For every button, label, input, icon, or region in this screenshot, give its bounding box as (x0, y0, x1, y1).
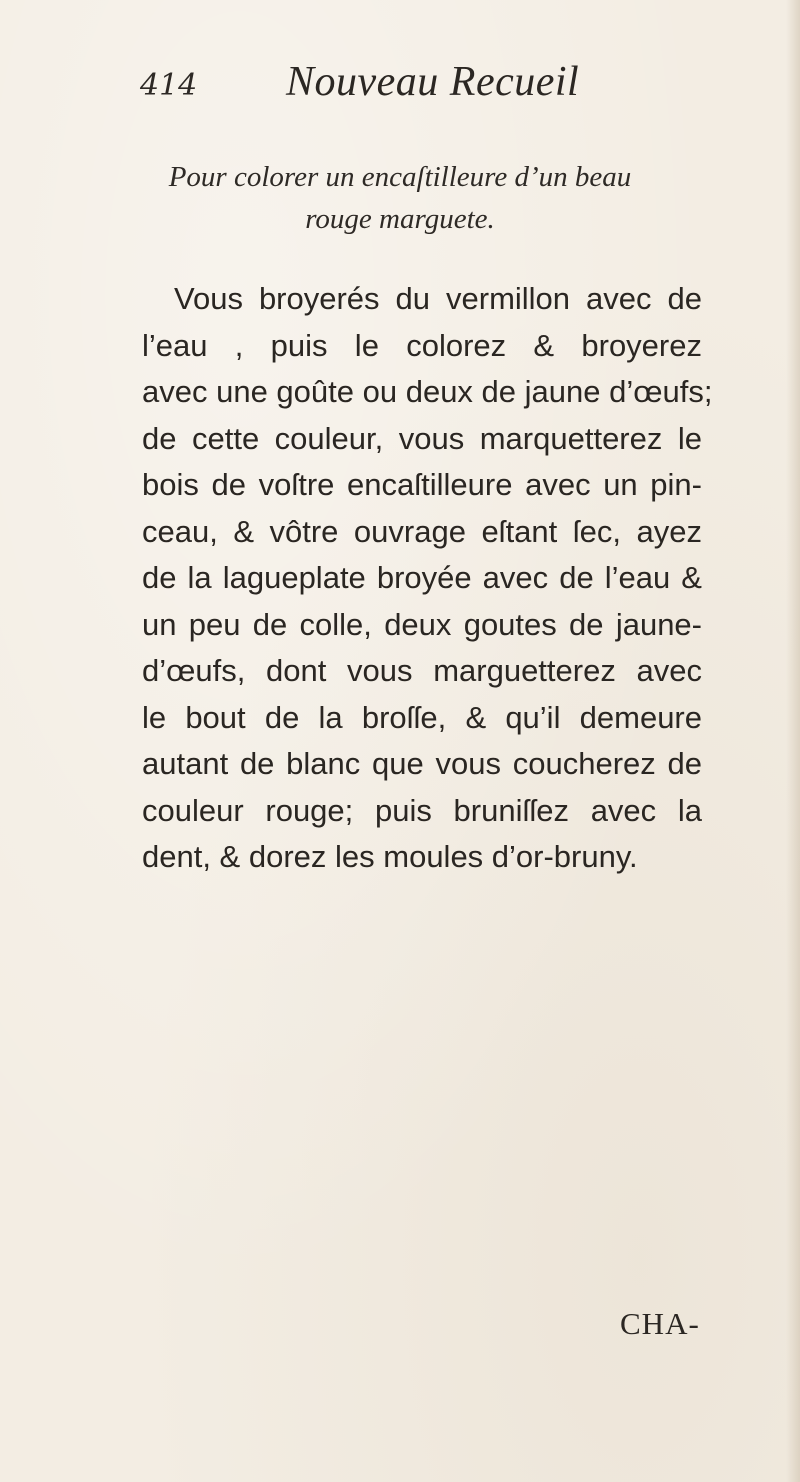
text-line: ceau, & vôtre ouvrage eſtant ſec, ayez (142, 513, 702, 549)
text-line: un peu de colle, deux goutes de jaune- (142, 606, 702, 642)
text-line: de la lagueplate broyée avec de l’eau & (142, 560, 702, 595)
text-line: autant de blanc que vous coucherez de (142, 746, 702, 781)
text-line: d’œufs, dont vous marguetterez avec (142, 653, 702, 688)
text-line: l’eau , puis le colorez & broyerez (142, 327, 702, 363)
heading-line: rouge marguete. (305, 203, 495, 235)
text-line: le bout de la broſſe, & qu’il demeure (142, 699, 702, 735)
page-number: 414 (140, 68, 198, 103)
text-line: avec une goûte ou deux de jaune d’œufs; (142, 374, 713, 409)
text-line: couleur rouge; puis bruniſſez avec la (142, 792, 702, 828)
text-line: Vous broyerés du vermillon avec de (174, 281, 702, 316)
text-line: dent, & dorez les moules d’or-bruny. (142, 839, 638, 874)
page-edge-shadow (786, 0, 800, 1482)
running-title: Nouveau Recueil (286, 59, 580, 105)
catchword: CHA- (620, 1306, 700, 1341)
running-head (140, 58, 660, 108)
heading-line: Pour colorer un encaſtilleure d’un beau (168, 161, 632, 193)
text-line: bois de voſtre encaſtilleure avec un pin- (142, 467, 702, 502)
body-paragraph (142, 276, 713, 881)
text-line: de cette couleur, vous marquetterez le (142, 420, 702, 456)
section-heading (150, 156, 650, 240)
